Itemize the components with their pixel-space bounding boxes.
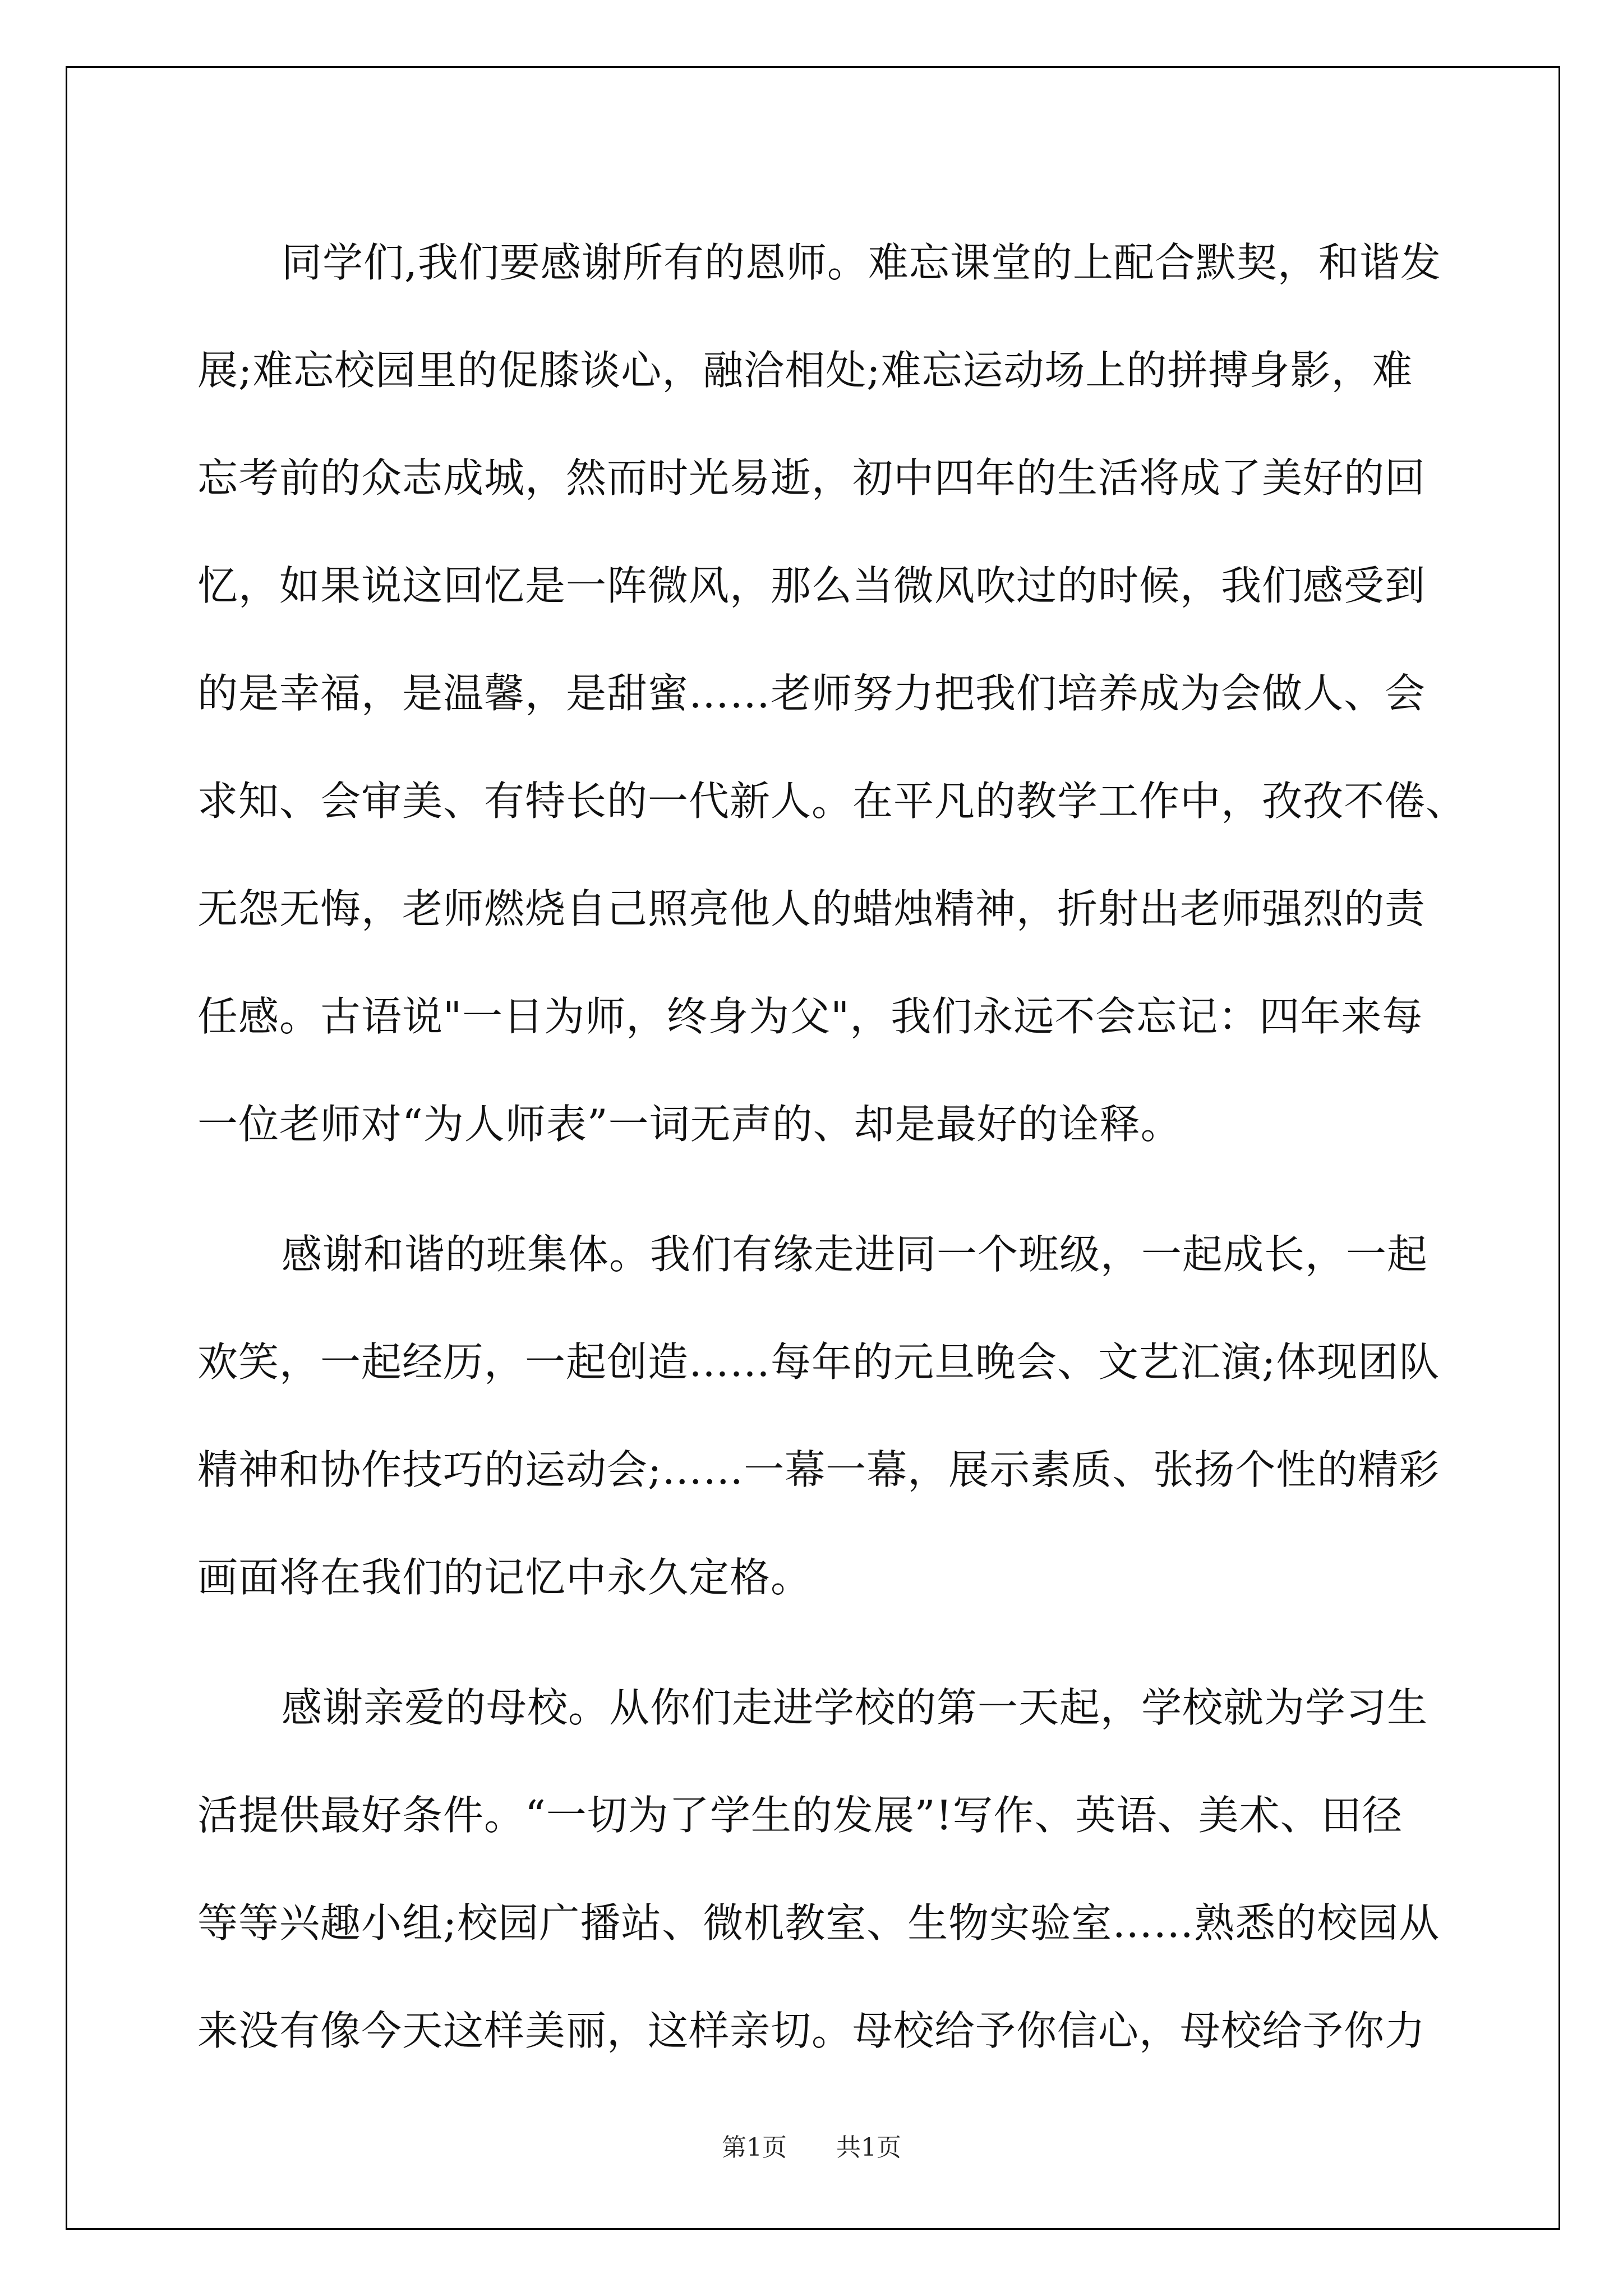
text-line: 精神和协作技巧的运动会;……一幕一幕，展示素质、张扬个性的精彩 [197, 1446, 1440, 1493]
text-line: 展;难忘校园里的促膝谈心，融洽相处;难忘运动场上的拼搏身影，难 [197, 347, 1413, 394]
text-line: 同学们,我们要感谢所有的恩师。难忘课堂的上配合默契，和谐发 [282, 239, 1441, 286]
paragraph-spacer [197, 1631, 1439, 1654]
text-line: 来没有像今天这样美丽，这样亲切。母校给予你信心，母校给予你力 [197, 2007, 1426, 2054]
page-footer [0, 2131, 1623, 2165]
text-line: 感谢亲爱的母校。从你们走进学校的第一天起，学校就为学习生 [282, 1684, 1428, 1731]
page-number: 第1页 [722, 2133, 787, 2162]
paragraph-1 [197, 209, 1467, 1178]
paragraph-3 [197, 1654, 1439, 2085]
text-line: 感谢和谐的班集体。我们有缘走进同一个班级，一起成长，一起 [282, 1231, 1428, 1278]
text-line: 画面将在我们的记忆中永久定格。 [197, 1554, 812, 1601]
text-line: 忘考前的众志成城，然而时光易逝，初中四年的生活将成了美好的回 [197, 454, 1426, 501]
text-line: 无怨无悔，老师燃烧自己照亮他人的蜡烛精神，折射出老师强烈的责 [197, 885, 1426, 932]
text-line: 忆，如果说这回忆是一阵微风，那么当微风吹过的时候，我们感受到 [197, 562, 1426, 609]
text-line: 任感。古语说"一日为师，终身为父"，我们永远不会忘记：四年来每 [197, 993, 1423, 1040]
text-line: 的是幸福，是温馨，是甜蜜……老师努力把我们培养成为会做人、会 [197, 670, 1426, 717]
page-total: 共1页 [836, 2133, 901, 2162]
text-line: 一位老师对“为人师表”一词无声的、却是最好的诠释。 [197, 1101, 1182, 1148]
text-line: 求知、会审美、有特长的一代新人。在平凡的教学工作中，孜孜不倦、 [197, 777, 1467, 825]
text-line: 欢笑，一起经历，一起创造……每年的元旦晚会、文艺汇演;体现团队 [197, 1338, 1440, 1386]
paragraph-2 [197, 1200, 1439, 1631]
paragraph-spacer [197, 1178, 1439, 1200]
document-body [197, 209, 1467, 2085]
text-line: 活提供最好条件。“一切为了学生的发展”!写作、英语、美术、田径 [197, 1792, 1403, 1839]
text-line: 等等兴趣小组;校园广播站、微机教室、生物实验室……熟悉的校园从 [197, 1899, 1440, 1947]
